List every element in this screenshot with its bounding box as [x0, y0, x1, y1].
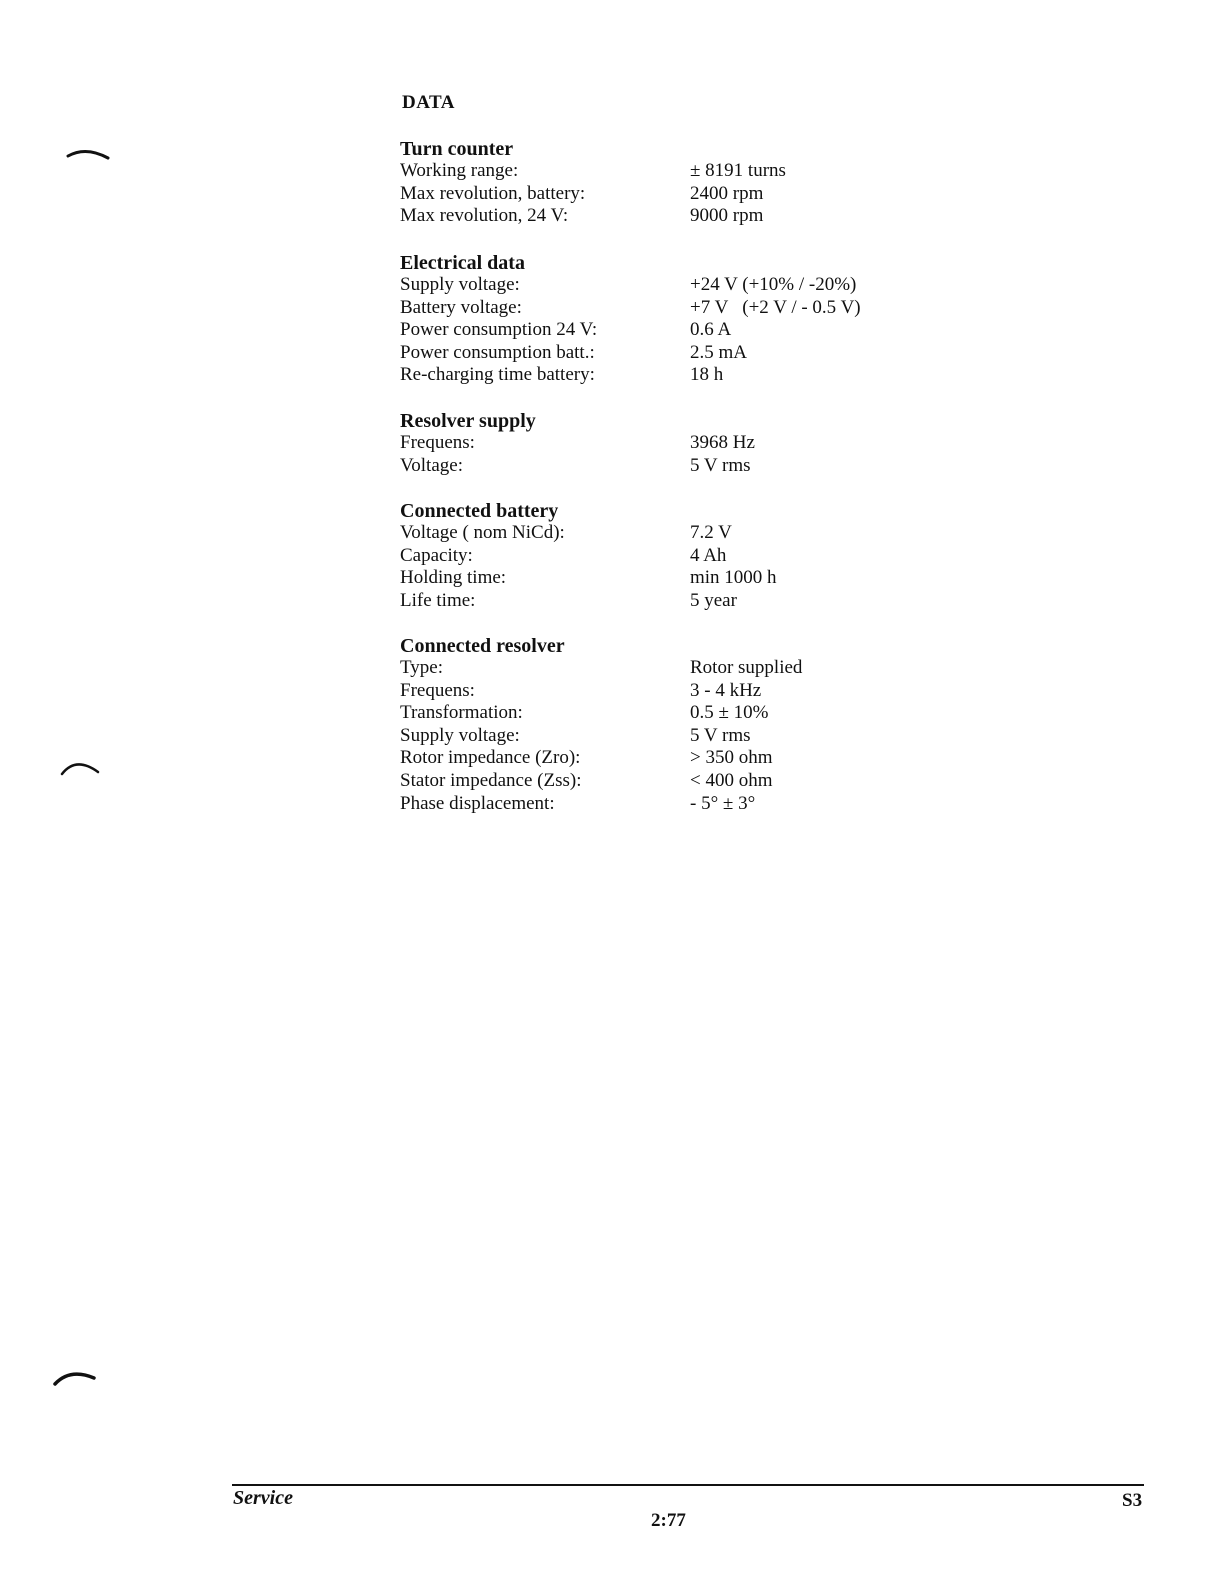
- row-value: 0.5 ± 10%: [690, 702, 769, 724]
- section-connected-battery: [400, 500, 920, 612]
- row-label: Life time:: [400, 589, 476, 611]
- row-label: Power consumption 24 V:: [400, 319, 598, 341]
- data-row: [400, 274, 920, 297]
- row-label: Frequens:: [400, 679, 475, 701]
- row-value: 5 V rms: [690, 454, 751, 476]
- data-row: [400, 567, 920, 590]
- row-value: 4 Ah: [690, 544, 727, 566]
- row-label: Supply voltage:: [400, 274, 520, 295]
- section-title: Turn counter: [400, 138, 514, 160]
- row-value: +24 V (+10% / -20%): [690, 274, 857, 295]
- row-value: 5 V rms: [690, 724, 751, 746]
- row-value: 5 year: [690, 589, 737, 611]
- section-turn-counter: [400, 138, 920, 228]
- data-row: [400, 319, 920, 342]
- row-value: 0.6 A: [690, 319, 732, 341]
- data-row: [400, 770, 920, 793]
- row-value: 3 - 4 kHz: [690, 679, 762, 701]
- section-resolver-supply: [400, 410, 920, 477]
- row-value: > 350 ohm: [690, 747, 773, 769]
- page-number: 2:77: [651, 1510, 686, 1531]
- data-row: [400, 342, 920, 365]
- row-value: +7 V (+2 V / - 0.5 V): [690, 296, 861, 318]
- section-title: Connected battery: [400, 500, 559, 522]
- punch-hole-mark: [52, 1368, 98, 1386]
- data-row: [400, 432, 920, 455]
- section-title: Connected resolver: [400, 635, 565, 657]
- row-value: - 5° ± 3°: [690, 792, 756, 814]
- row-value: 18 h: [690, 364, 724, 386]
- punch-hole-mark: [58, 758, 104, 776]
- data-row: [400, 545, 920, 568]
- data-row: [400, 657, 920, 680]
- data-row: [400, 793, 920, 816]
- data-row: [400, 297, 920, 320]
- row-label: Frequens:: [400, 432, 475, 453]
- row-label: Re-charging time battery:: [400, 364, 595, 386]
- data-row: [400, 160, 920, 183]
- row-label: Transformation:: [400, 702, 523, 724]
- row-value: 2400 rpm: [690, 182, 764, 204]
- row-value: 2.5 mA: [690, 341, 747, 363]
- row-label: Type:: [400, 657, 443, 678]
- data-row: [400, 455, 920, 478]
- section-connected-resolver: [400, 635, 920, 815]
- row-value: min 1000 h: [690, 567, 777, 589]
- row-value: ± 8191 turns: [690, 160, 786, 181]
- row-label: Power consumption batt.:: [400, 341, 595, 363]
- row-value: 7.2 V: [690, 522, 732, 543]
- data-row: [400, 747, 920, 770]
- row-label: Capacity:: [400, 544, 473, 566]
- footer-divider: [232, 1484, 1144, 1486]
- punch-hole-mark: [66, 146, 112, 164]
- data-row: [400, 725, 920, 748]
- data-row: [400, 702, 920, 725]
- row-label: Battery voltage:: [400, 296, 522, 318]
- row-label: Phase displacement:: [400, 792, 555, 814]
- section-electrical-data: [400, 252, 920, 387]
- row-label: Voltage ( nom NiCd):: [400, 522, 565, 543]
- data-row: [400, 205, 920, 228]
- data-row: [400, 364, 920, 387]
- row-value: Rotor supplied: [690, 657, 803, 678]
- row-label: Max revolution, battery:: [400, 182, 586, 204]
- row-value: 3968 Hz: [690, 432, 755, 453]
- row-label: Rotor impedance (Zro):: [400, 747, 581, 769]
- row-label: Supply voltage:: [400, 724, 520, 746]
- data-row: [400, 590, 920, 613]
- data-row: [400, 680, 920, 703]
- row-label: Max revolution, 24 V:: [400, 205, 569, 227]
- row-label: Stator impedance (Zss):: [400, 769, 582, 791]
- row-label: Voltage:: [400, 454, 463, 476]
- footer-document-code: S3: [1122, 1490, 1143, 1511]
- section-title: Resolver supply: [400, 410, 536, 432]
- row-label: Working range:: [400, 160, 519, 181]
- page-title: DATA: [402, 92, 456, 113]
- row-value: 9000 rpm: [690, 205, 764, 227]
- row-label: Holding time:: [400, 567, 507, 589]
- data-row: [400, 183, 920, 206]
- row-value: < 400 ohm: [690, 769, 773, 791]
- data-row: [400, 522, 920, 545]
- section-title: Electrical data: [400, 252, 525, 274]
- footer-section-label: Service: [233, 1487, 293, 1509]
